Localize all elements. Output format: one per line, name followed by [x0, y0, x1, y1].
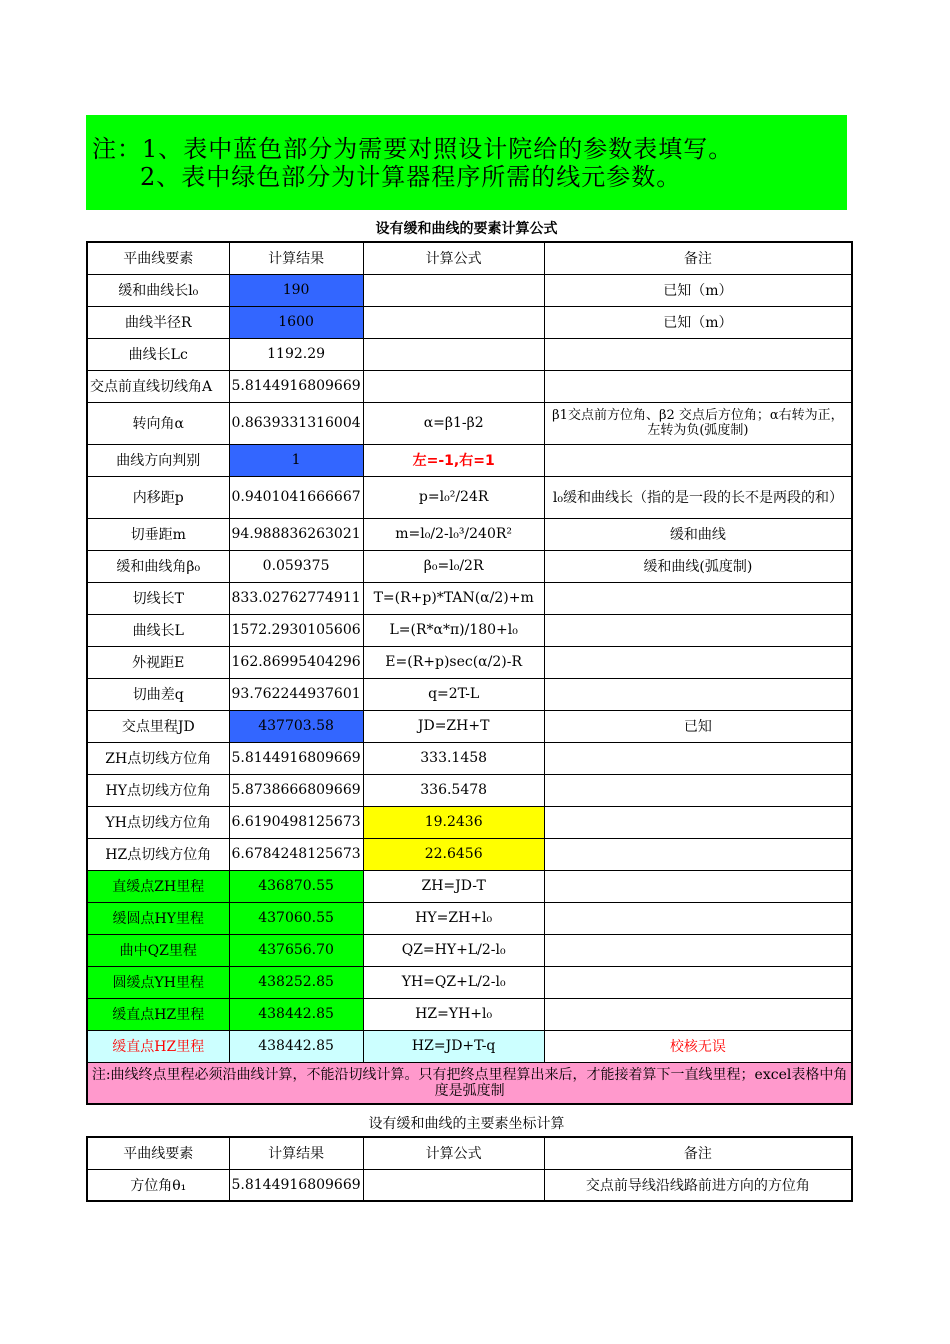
cell-note — [544, 870, 852, 902]
column-header-element: 平曲线要素 — [87, 242, 229, 274]
cell-formula: QZ=HY+L/2-l₀ — [363, 934, 544, 966]
cell-result: 437703.58 — [229, 710, 363, 742]
table-row — [87, 274, 852, 306]
cell-note: 缓和曲线(弧度制) — [544, 550, 852, 582]
cell-result: 5.8144916809669 — [229, 1169, 363, 1201]
cell-note — [544, 742, 852, 774]
cell-element: 方位角θ₁ — [87, 1169, 229, 1201]
cell-formula: α=β1-β2 — [363, 402, 544, 444]
column-header-result: 计算结果 — [229, 1137, 363, 1169]
curve-elements-table — [86, 241, 853, 1105]
cell-result: 0.9401041666667 — [229, 476, 363, 518]
cell-note — [544, 902, 852, 934]
table-row — [87, 550, 852, 582]
cell-formula: 22.6456 — [363, 838, 544, 870]
cell-result: 93.762244937601 — [229, 678, 363, 710]
header-row — [87, 242, 852, 274]
column-header-element: 平曲线要素 — [87, 1137, 229, 1169]
cell-element: 曲线方向判别 — [87, 444, 229, 476]
header-row — [87, 1137, 852, 1169]
cell-result: 5.8144916809669 — [229, 742, 363, 774]
cell-result: 833.02762774911 — [229, 582, 363, 614]
cell-note — [544, 338, 852, 370]
cell-formula: 左=-1,右=1 — [363, 444, 544, 476]
cell-formula: JD=ZH+T — [363, 710, 544, 742]
cell-note — [544, 582, 852, 614]
cell-formula: p=l₀²/24R — [363, 476, 544, 518]
column-header-note: 备注 — [544, 1137, 852, 1169]
column-header-formula: 计算公式 — [363, 1137, 544, 1169]
table2-caption: 设有缓和曲线的主要素坐标计算 — [368, 1116, 565, 1132]
cell-result: 1192.29 — [229, 338, 363, 370]
cell-element: 缓直点HZ里程 — [87, 1030, 229, 1062]
cell-note — [544, 774, 852, 806]
cell-element: 交点里程JD — [87, 710, 229, 742]
table-row — [87, 902, 852, 934]
cell-result: 437060.55 — [229, 902, 363, 934]
cell-element: HY点切线方位角 — [87, 774, 229, 806]
table-row — [87, 444, 852, 476]
table1-caption: 设有缓和曲线的要素计算公式 — [375, 221, 558, 237]
cell-formula: β₀=l₀/2R — [363, 550, 544, 582]
cell-element: 曲线长L — [87, 614, 229, 646]
table-row — [87, 774, 852, 806]
cell-note — [544, 934, 852, 966]
table-row — [87, 476, 852, 518]
cell-result: 0.8639331316004 — [229, 402, 363, 444]
cell-element: 外视距E — [87, 646, 229, 678]
table-row — [87, 1169, 852, 1201]
cell-element: 缓直点HZ里程 — [87, 998, 229, 1030]
cell-note: 已知（m） — [544, 306, 852, 338]
cell-element: YH点切线方位角 — [87, 806, 229, 838]
cell-note — [544, 370, 852, 402]
cell-element: 直缓点ZH里程 — [87, 870, 229, 902]
cell-result: 94.988836263021 — [229, 518, 363, 550]
table-row — [87, 646, 852, 678]
cell-formula: ZH=JD-T — [363, 870, 544, 902]
footnote-row — [87, 1062, 852, 1104]
cell-note — [544, 838, 852, 870]
table-row — [87, 742, 852, 774]
table-row — [87, 934, 852, 966]
cell-element: 圆缓点YH里程 — [87, 966, 229, 998]
cell-formula: m=l₀/2-l₀³/240R² — [363, 518, 544, 550]
cell-element: ZH点切线方位角 — [87, 742, 229, 774]
cell-formula: 333.1458 — [363, 742, 544, 774]
cell-note — [544, 806, 852, 838]
cell-result: 6.6190498125673 — [229, 806, 363, 838]
cell-formula: L=(R*α*π)/180+l₀ — [363, 614, 544, 646]
cell-note: 校核无误 — [544, 1030, 852, 1062]
table-row — [87, 710, 852, 742]
cell-formula: HZ=JD+T-q — [363, 1030, 544, 1062]
cell-element: 缓和曲线角β₀ — [87, 550, 229, 582]
cell-element: 曲线半径R — [87, 306, 229, 338]
cell-result: 5.8144916809669 — [229, 370, 363, 402]
table-row — [87, 838, 852, 870]
cell-result: 436870.55 — [229, 870, 363, 902]
cell-formula: q=2T-L — [363, 678, 544, 710]
table-row — [87, 306, 852, 338]
cell-note — [544, 678, 852, 710]
table-row — [87, 1030, 852, 1062]
table-row — [87, 806, 852, 838]
cell-note: 已知（m） — [544, 274, 852, 306]
table-row — [87, 370, 852, 402]
cell-note — [544, 614, 852, 646]
cell-note: 已知 — [544, 710, 852, 742]
cell-result: 438442.85 — [229, 998, 363, 1030]
cell-result: 190 — [229, 274, 363, 306]
footnote-text: 注:曲线终点里程必须沿曲线计算，不能沿切线计算。只有把终点里程算出来后，才能接着算下一直线里程；excel表格中角度是弧度制 — [87, 1062, 852, 1104]
cell-result: 1600 — [229, 306, 363, 338]
cell-formula — [363, 274, 544, 306]
cell-formula: E=(R+p)sec(α/2)-R — [363, 646, 544, 678]
cell-element: 缓圆点HY里程 — [87, 902, 229, 934]
coordinate-table — [86, 1136, 853, 1202]
cell-formula: 19.2436 — [363, 806, 544, 838]
cell-formula: YH=QZ+L/2-l₀ — [363, 966, 544, 998]
cell-result: 1572.2930105606 — [229, 614, 363, 646]
column-header-formula: 计算公式 — [363, 242, 544, 274]
table-row — [87, 614, 852, 646]
cell-note — [544, 966, 852, 998]
instruction-line-2: 2、表中绿色部分为计算器程序所需的线元参数。 — [140, 163, 682, 191]
cell-formula — [363, 306, 544, 338]
cell-element: HZ点切线方位角 — [87, 838, 229, 870]
cell-element: 转向角α — [87, 402, 229, 444]
column-header-note: 备注 — [544, 242, 852, 274]
cell-result: 162.86995404296 — [229, 646, 363, 678]
cell-element: 缓和曲线长l₀ — [87, 274, 229, 306]
table-row — [87, 338, 852, 370]
cell-note — [544, 998, 852, 1030]
cell-result: 5.8738666809669 — [229, 774, 363, 806]
table-row — [87, 402, 852, 444]
cell-note — [544, 646, 852, 678]
table-row — [87, 518, 852, 550]
cell-result: 437656.70 — [229, 934, 363, 966]
cell-formula: HZ=YH+l₀ — [363, 998, 544, 1030]
table-row — [87, 678, 852, 710]
cell-formula: T=(R+p)*TAN(α/2)+m — [363, 582, 544, 614]
cell-note: l₀缓和曲线长（指的是一段的长不是两段的和） — [544, 476, 852, 518]
cell-element: 切线长T — [87, 582, 229, 614]
table-row — [87, 870, 852, 902]
cell-formula — [363, 338, 544, 370]
cell-element: 曲线长Lc — [87, 338, 229, 370]
table-row — [87, 966, 852, 998]
column-header-result: 计算结果 — [229, 242, 363, 274]
table-row — [87, 582, 852, 614]
cell-formula: HY=ZH+l₀ — [363, 902, 544, 934]
cell-element: 交点前直线切线角A — [87, 370, 229, 402]
cell-result: 0.059375 — [229, 550, 363, 582]
cell-element: 曲中QZ里程 — [87, 934, 229, 966]
cell-note: β1交点前方位角、β2 交点后方位角；α右转为正，左转为负(弧度制) — [544, 402, 852, 444]
cell-result: 1 — [229, 444, 363, 476]
cell-element: 切曲差q — [87, 678, 229, 710]
cell-formula: 336.5478 — [363, 774, 544, 806]
cell-result: 6.6784248125673 — [229, 838, 363, 870]
instruction-line-1: 注：1、表中蓝色部分为需要对照设计院给的参数表填写。 — [92, 135, 734, 163]
cell-result: 438442.85 — [229, 1030, 363, 1062]
cell-note: 缓和曲线 — [544, 518, 852, 550]
instruction-note — [86, 115, 847, 210]
cell-formula — [363, 1169, 544, 1201]
cell-note — [544, 444, 852, 476]
cell-element: 切垂距m — [87, 518, 229, 550]
cell-element: 内移距p — [87, 476, 229, 518]
cell-result: 438252.85 — [229, 966, 363, 998]
table-row — [87, 998, 852, 1030]
cell-formula — [363, 370, 544, 402]
cell-note: 交点前导线沿线路前进方向的方位角 — [544, 1169, 852, 1201]
